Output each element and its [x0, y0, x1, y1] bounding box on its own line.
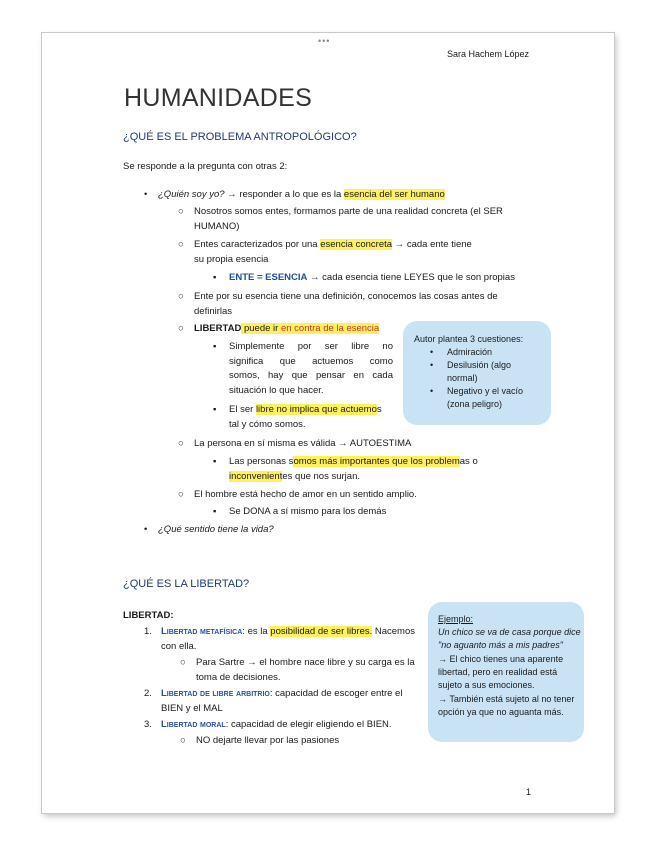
square-bullet: ▪ — [213, 272, 217, 283]
sub-bullet: ○ — [178, 438, 184, 449]
square-bullet: ▪ — [213, 341, 217, 352]
section2-heading: ¿QUÉ ES LA LIBERTAD? — [123, 578, 250, 590]
square-bullet: ▪ — [213, 456, 217, 467]
callout-example — [428, 602, 584, 742]
list-item: HUMANO) — [194, 221, 240, 232]
list-item: BIEN y el MAL — [161, 703, 223, 714]
list-item: Libertad moral: capacidad de elegir eligiendo el BIEN. — [161, 719, 392, 730]
bullet-dot: • — [430, 347, 434, 357]
list-item: NO dejarte llevar por las pasiones — [196, 735, 340, 746]
list-item: Libertad de libre arbitrio: capacidad de escoger entre el — [161, 688, 403, 699]
sub-bullet: ○ — [180, 735, 186, 746]
section1-heading: ¿QUÉ ES EL PROBLEMA ANTROPOLÓGICO? — [123, 131, 357, 143]
sub-bullet: ○ — [178, 323, 184, 334]
list-item: El hombre está hecho de amor en un sentido amplio. — [194, 489, 417, 500]
callout-item: Admiración — [447, 347, 493, 357]
list-item: Se DONA a sí mismo para los demás — [229, 506, 387, 517]
callout-line: opción ya que no aguanta más. — [438, 707, 564, 717]
list-item: toma de decisiones. — [196, 672, 281, 683]
bullet-dot: • — [144, 524, 148, 535]
section1-intro: Se responde a la pregunta con otras 2: — [123, 161, 288, 172]
list-item: Para Sartre → el hombre nace libre y su carga es la — [196, 657, 415, 668]
question-1: ¿Quién soy yo? → responder a lo que es la esencia del ser humano — [158, 189, 445, 200]
list-item: Nosotros somos entes, formamos parte de una realidad concreta (el SER — [194, 206, 503, 217]
callout-line: "no aguanto más a mis padres" — [438, 640, 563, 650]
callout-item: (zona peligro) — [447, 399, 503, 409]
callout-title: Ejemplo: — [438, 614, 474, 624]
question-2: ¿Qué sentido tiene la vida? — [158, 524, 274, 535]
window-dots[interactable]: ••• — [318, 36, 331, 46]
list-item: El ser libre no implica que actuemos — [229, 404, 382, 415]
bullet-dot: • — [430, 386, 434, 396]
sub-bullet: ○ — [178, 291, 184, 302]
callout-item: Negativo y el vacío — [447, 386, 524, 396]
list-item: tal y cómo somos. — [229, 419, 306, 430]
list-item: La persona en sí misma es válida → AUTOESTIMA — [194, 438, 412, 449]
callout-line: → También está sujeto al no tener — [438, 694, 575, 704]
list-item: Las personas somos más importantes que los problemas o — [229, 456, 478, 467]
callout-line: Un chico se va de casa porque dice — [438, 627, 581, 637]
callout-line: → El chico tienes una aparente — [438, 654, 564, 664]
callout-line: sujeto a sus emociones. — [438, 680, 535, 690]
callout-item: Desilusión (algo — [447, 360, 512, 370]
list-item: Simplemente por ser libre no significa que actuemos como somos, hay que pensar en cada situación lo que hacer. — [229, 341, 393, 396]
author-name: Sara Hachem López — [447, 49, 530, 59]
list-item: inconvenientes que nos surjan. — [229, 471, 360, 482]
callout-item: normal) — [447, 373, 478, 383]
libertad-label: LIBERTAD: — [123, 610, 174, 621]
sub-bullet: ○ — [178, 239, 184, 250]
list-number: 2. — [144, 688, 152, 699]
list-item: definirlas — [194, 306, 233, 317]
list-item: su propia esencia — [194, 254, 269, 265]
list-item: Entes caracterizados por una esencia concreta → cada ente tiene — [194, 239, 472, 250]
list-item: Ente por su esencia tiene una definición, conocemos las cosas antes de — [194, 291, 498, 302]
bullet-dot: • — [430, 360, 434, 370]
sub-bullet: ○ — [180, 657, 186, 668]
list-item: con ella. — [161, 641, 197, 652]
page-number: 1 — [526, 787, 532, 797]
bullet-dot: • — [144, 189, 148, 200]
list-item: ENTE = ESENCIA → cada esencia tiene LEYES que le son propias — [229, 272, 515, 283]
list-item: LIBERTAD puede ir en contra de la esencia — [194, 323, 380, 334]
callout-author-questions — [403, 321, 551, 425]
callout-line: libertad, pero en realidad está — [438, 667, 558, 677]
square-bullet: ▪ — [213, 506, 217, 517]
sub-bullet: ○ — [178, 206, 184, 217]
list-item: Libertad metafísica: es la posibilidad de ser libres. Nacemos — [161, 626, 415, 637]
list-number: 1. — [144, 626, 152, 637]
page-title: HUMANIDADES — [124, 84, 313, 112]
square-bullet: ▪ — [213, 404, 217, 415]
sub-bullet: ○ — [178, 489, 184, 500]
callout-title: Autor plantea 3 cuestiones: — [414, 334, 524, 344]
list-number: 3. — [144, 719, 152, 730]
